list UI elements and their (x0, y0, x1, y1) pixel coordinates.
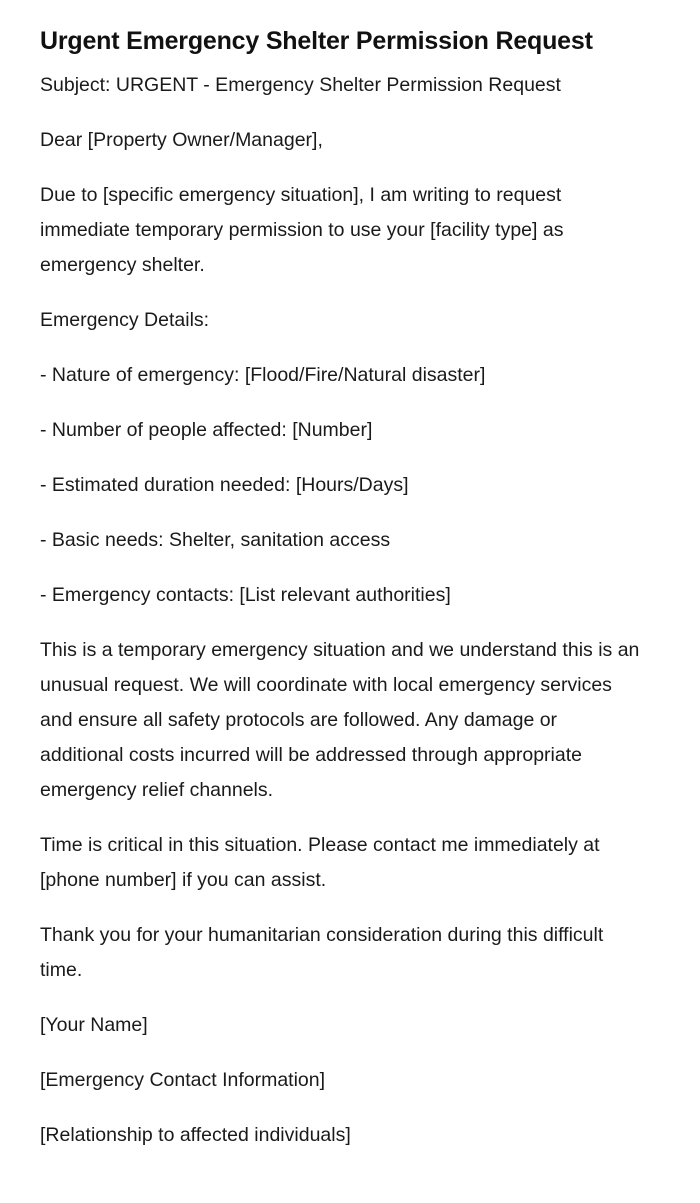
details-heading: Emergency Details: (40, 309, 210, 331)
body-paragraph-situation: This is a temporary emergency situation and we understand this is an unusual request. We will coordinate with local emergency services and ensure all safety protocols are followed. Any damage or additional costs incurred will be addressed through appropriate emergency relief channels. (40, 639, 640, 801)
detail-item-emergency-nature: - Nature of emergency: [Flood/Fire/Natural disaster] (40, 364, 486, 386)
signature-contact: [Emergency Contact Information] (40, 1069, 326, 1091)
intro-paragraph: Due to [specific emergency situation], I am writing to request immediate temporary permission to use your [facility type] as emergency shelter. (40, 184, 564, 276)
signature-name: [Your Name] (40, 1014, 148, 1036)
subject-line: Subject: URGENT - Emergency Shelter Permission Request (40, 74, 561, 96)
thanks-paragraph: Thank you for your humanitarian consideration during this difficult time. (40, 924, 604, 981)
salutation: Dear [Property Owner/Manager], (40, 129, 323, 151)
body-paragraph-urgency: Time is critical in this situation. Please contact me immediately at [phone number] if you can assist. (40, 834, 600, 891)
detail-item-people-affected: - Number of people affected: [Number] (40, 419, 373, 441)
detail-item-basic-needs: - Basic needs: Shelter, sanitation access (40, 529, 391, 551)
detail-item-emergency-contacts: - Emergency contacts: [List relevant authorities] (40, 584, 451, 606)
signature-relationship: [Relationship to affected individuals] (40, 1124, 351, 1146)
detail-item-duration: - Estimated duration needed: [Hours/Days] (40, 474, 409, 496)
document-title: Urgent Emergency Shelter Permission Request (40, 27, 593, 55)
